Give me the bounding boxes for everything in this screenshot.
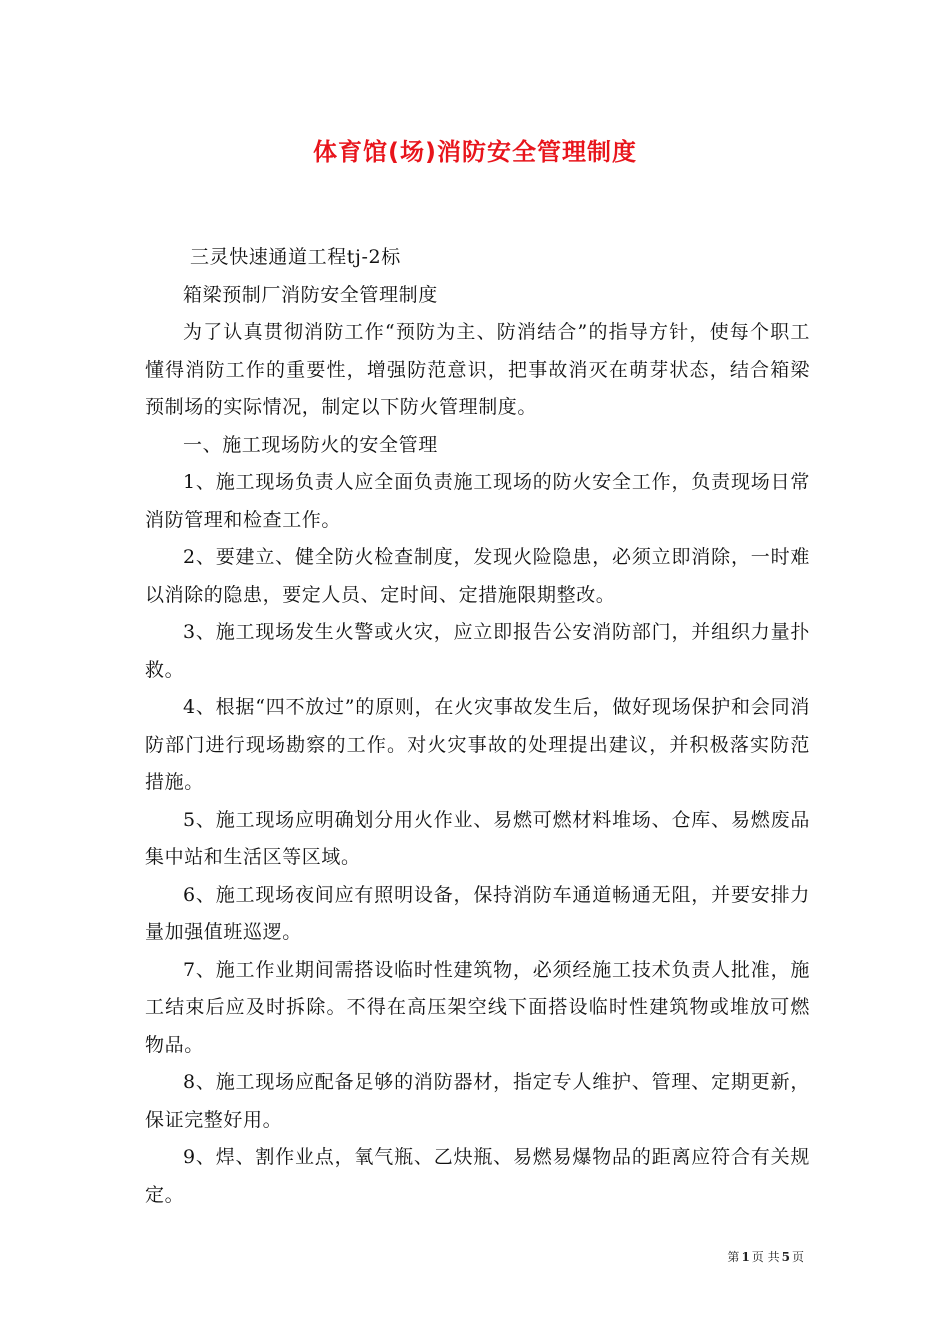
paragraph-item-6: 6、施工现场夜间应有照明设备，保持消防车通道畅通无阻，并要安排力量加强值班巡逻。 xyxy=(145,883,810,943)
paragraph-item-1: 1、施工现场负责人应全面负责施工现场的防火安全工作，负责现场日常消防管理和检查工作。 xyxy=(145,471,810,531)
paragraph-item-3: 3、施工现场发生火警或火灾，应立即报告公安消防部门，并组织力量扑救。 xyxy=(145,621,810,681)
paragraph-project-name: 三灵快速通道工程tj-2标 xyxy=(190,246,401,268)
page-prefix: 第 xyxy=(727,1250,740,1264)
paragraph-section-heading: 一、施工现场防火的安全管理 xyxy=(183,433,438,456)
paragraph-item-9: 9、焊、割作业点，氧气瓶、乙炔瓶、易燃易爆物品的距离应符合有关规定。 xyxy=(145,1146,810,1206)
paragraph-item-8: 8、施工现场应配备足够的消防器材，指定专人维护、管理、定期更新，保证完整好用。 xyxy=(145,1071,810,1131)
paragraph-item-4: 4、根据“四不放过”的原则，在火灾事故发生后，做好现场保护和会同消防部门进行现场勘察的工作。对火灾事故的处理提出建议，并积极落实防范措施。 xyxy=(145,696,810,793)
page-suffix: 页 xyxy=(791,1250,804,1264)
paragraph-item-5: 5、施工现场应明确划分用火作业、易燃可燃材料堆场、仓库、易燃废品集中站和生活区等区域。 xyxy=(145,808,810,868)
page-middle: 页 共 xyxy=(751,1250,780,1264)
document-body xyxy=(145,239,810,1214)
page-footer xyxy=(727,1248,804,1265)
paragraph-item-7: 7、施工作业期间需搭设临时性建筑物，必须经施工技术负责人批准，施工结束后应及时拆除。不得在高压架空线下面搭设临时性建筑物或堆放可燃物品。 xyxy=(145,958,810,1056)
paragraph-intro: 为了认真贯彻消防工作“预防为主、防消结合”的指导方针，使每个职工懂得消防工作的重要性，增强防范意识，把事故消灭在萌芽状态，结合箱梁预制场的实际情况，制定以下防火管理制度。 xyxy=(145,321,810,418)
paragraph-subtitle: 箱梁预制厂消防安全管理制度 xyxy=(183,283,438,306)
page-total: 5 xyxy=(781,1250,790,1264)
document-title: 体育馆(场)消防安全管理制度 xyxy=(313,138,637,166)
page-number: 1 xyxy=(741,1250,750,1264)
paragraph-item-2: 2、要建立、健全防火检查制度，发现火险隐患，必须立即消除，一时难以消除的隐患，要定人员、定时间、定措施限期整改。 xyxy=(145,546,810,606)
